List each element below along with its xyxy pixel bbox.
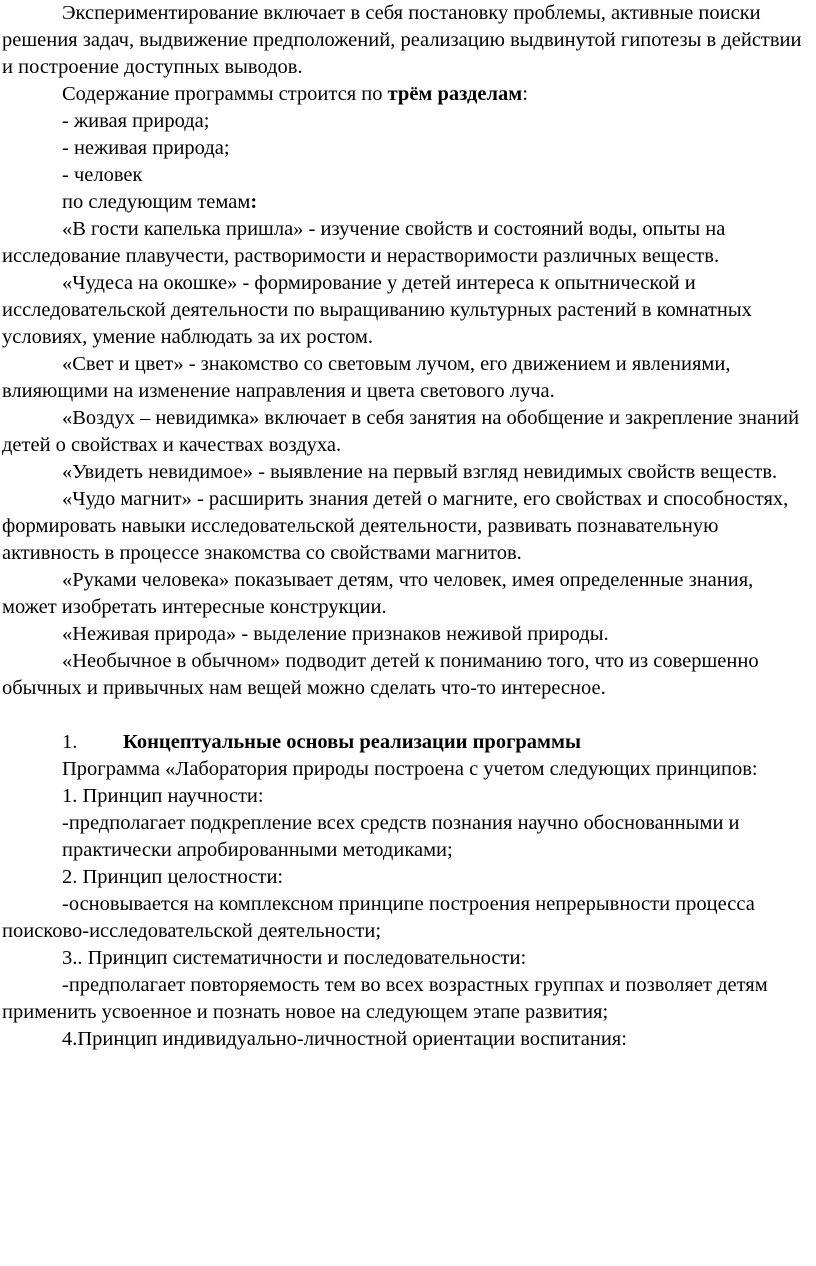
- paragraph-experimentation: Экспериментирование включает в себя постановку проблемы, активные поиски решения задач, выдвижение предположений, реализацию выдвинутой гипотезы в действии и построение доступных выводов.: [2, 2, 802, 78]
- topic-paragraph: «Свет и цвет» - знакомство со световым лучом, его движением и явлениями, влияющими на изменение направления и цвета светового луча.: [2, 353, 731, 402]
- principle-title: 3.. Принцип систематичности и последовательности:: [62, 947, 527, 969]
- themes-intro: [2, 189, 808, 216]
- topic-paragraph: «Воздух – невидимка» включает в себя занятия на обобщение и закрепление знаний детей о свойствах и качествах воздуха.: [2, 407, 800, 456]
- program-content-colon: :: [522, 83, 528, 105]
- topic-paragraph: «Чудо магнит» - расширить знания детей о магните, его свойствах и способностях, формировать навыки исследовательской деятельности, развивать познавательную активность в процессе знакомства со свойствами магнитов.: [2, 488, 789, 564]
- principle-title: 1. Принцип научности:: [62, 785, 264, 807]
- topic-paragraph: «Увидеть невидимое» - выявление на первый взгляд невидимых свойств веществ.: [62, 461, 778, 483]
- topic-paragraph: «Руками человека» показывает детям, что человек, имея определенные знания, может изобретать интересные конструкции.: [2, 569, 754, 618]
- topic-paragraph: «Чудеса на окошке» - формирование у детей интереса к опытнической и исследовательской деятельности по выращиванию культурных растений в комнатных условиях, умение наблюдать за их ростом.: [2, 272, 752, 348]
- topic-paragraph: «Необычное в обычном» подводит детей к пониманию того, что из совершенно обычных и привычных нам вещей можно сделать что-то интересное.: [2, 650, 759, 699]
- principle-text: -предполагает подкрепление всех средств познания научно обоснованными и практически апробированными методиками;: [62, 812, 740, 861]
- blank-line: [2, 702, 808, 729]
- themes-intro-text: по следующим темам: [62, 191, 251, 213]
- list-item-living-nature: - живая природа;: [62, 110, 210, 132]
- topic-paragraph: «В гости капелька пришла» - изучение свойств и состояний воды, опыты на исследование плавучести, растворимости и нерастворимости различных веществ.: [2, 218, 726, 267]
- section-heading: [2, 729, 808, 756]
- principle-text: -предполагает повторяемость тем во всех возрастных группах и позволяет детям применить усвоенное и познать новое на следующем этапе развития;: [2, 974, 768, 1023]
- list-item-human: - человек: [62, 164, 143, 186]
- principle-text: -основывается на комплексном принципе построения непрерывности процесса поисково-исследовательской деятельности;: [2, 893, 755, 942]
- principle-title: 4.Принцип индивидуально-личностной ориентации воспитания:: [62, 1028, 627, 1050]
- section-title: Концептуальные основы реализации программы: [123, 731, 581, 753]
- three-sections-bold: трём разделам: [387, 83, 523, 105]
- paragraph-program-content: [2, 81, 808, 108]
- program-content-text: Содержание программы строится по: [62, 83, 388, 105]
- principles-intro: Программа «Лаборатория природы построена с учетом следующих принципов:: [62, 758, 758, 780]
- principle-title: 2. Принцип целостности:: [62, 866, 284, 888]
- list-item-nonliving-nature: - неживая природа;: [62, 137, 230, 159]
- themes-intro-colon: :: [250, 191, 258, 213]
- section-number: 1.: [62, 731, 78, 753]
- topic-paragraph: «Неживая природа» - выделение признаков неживой природы.: [62, 623, 609, 645]
